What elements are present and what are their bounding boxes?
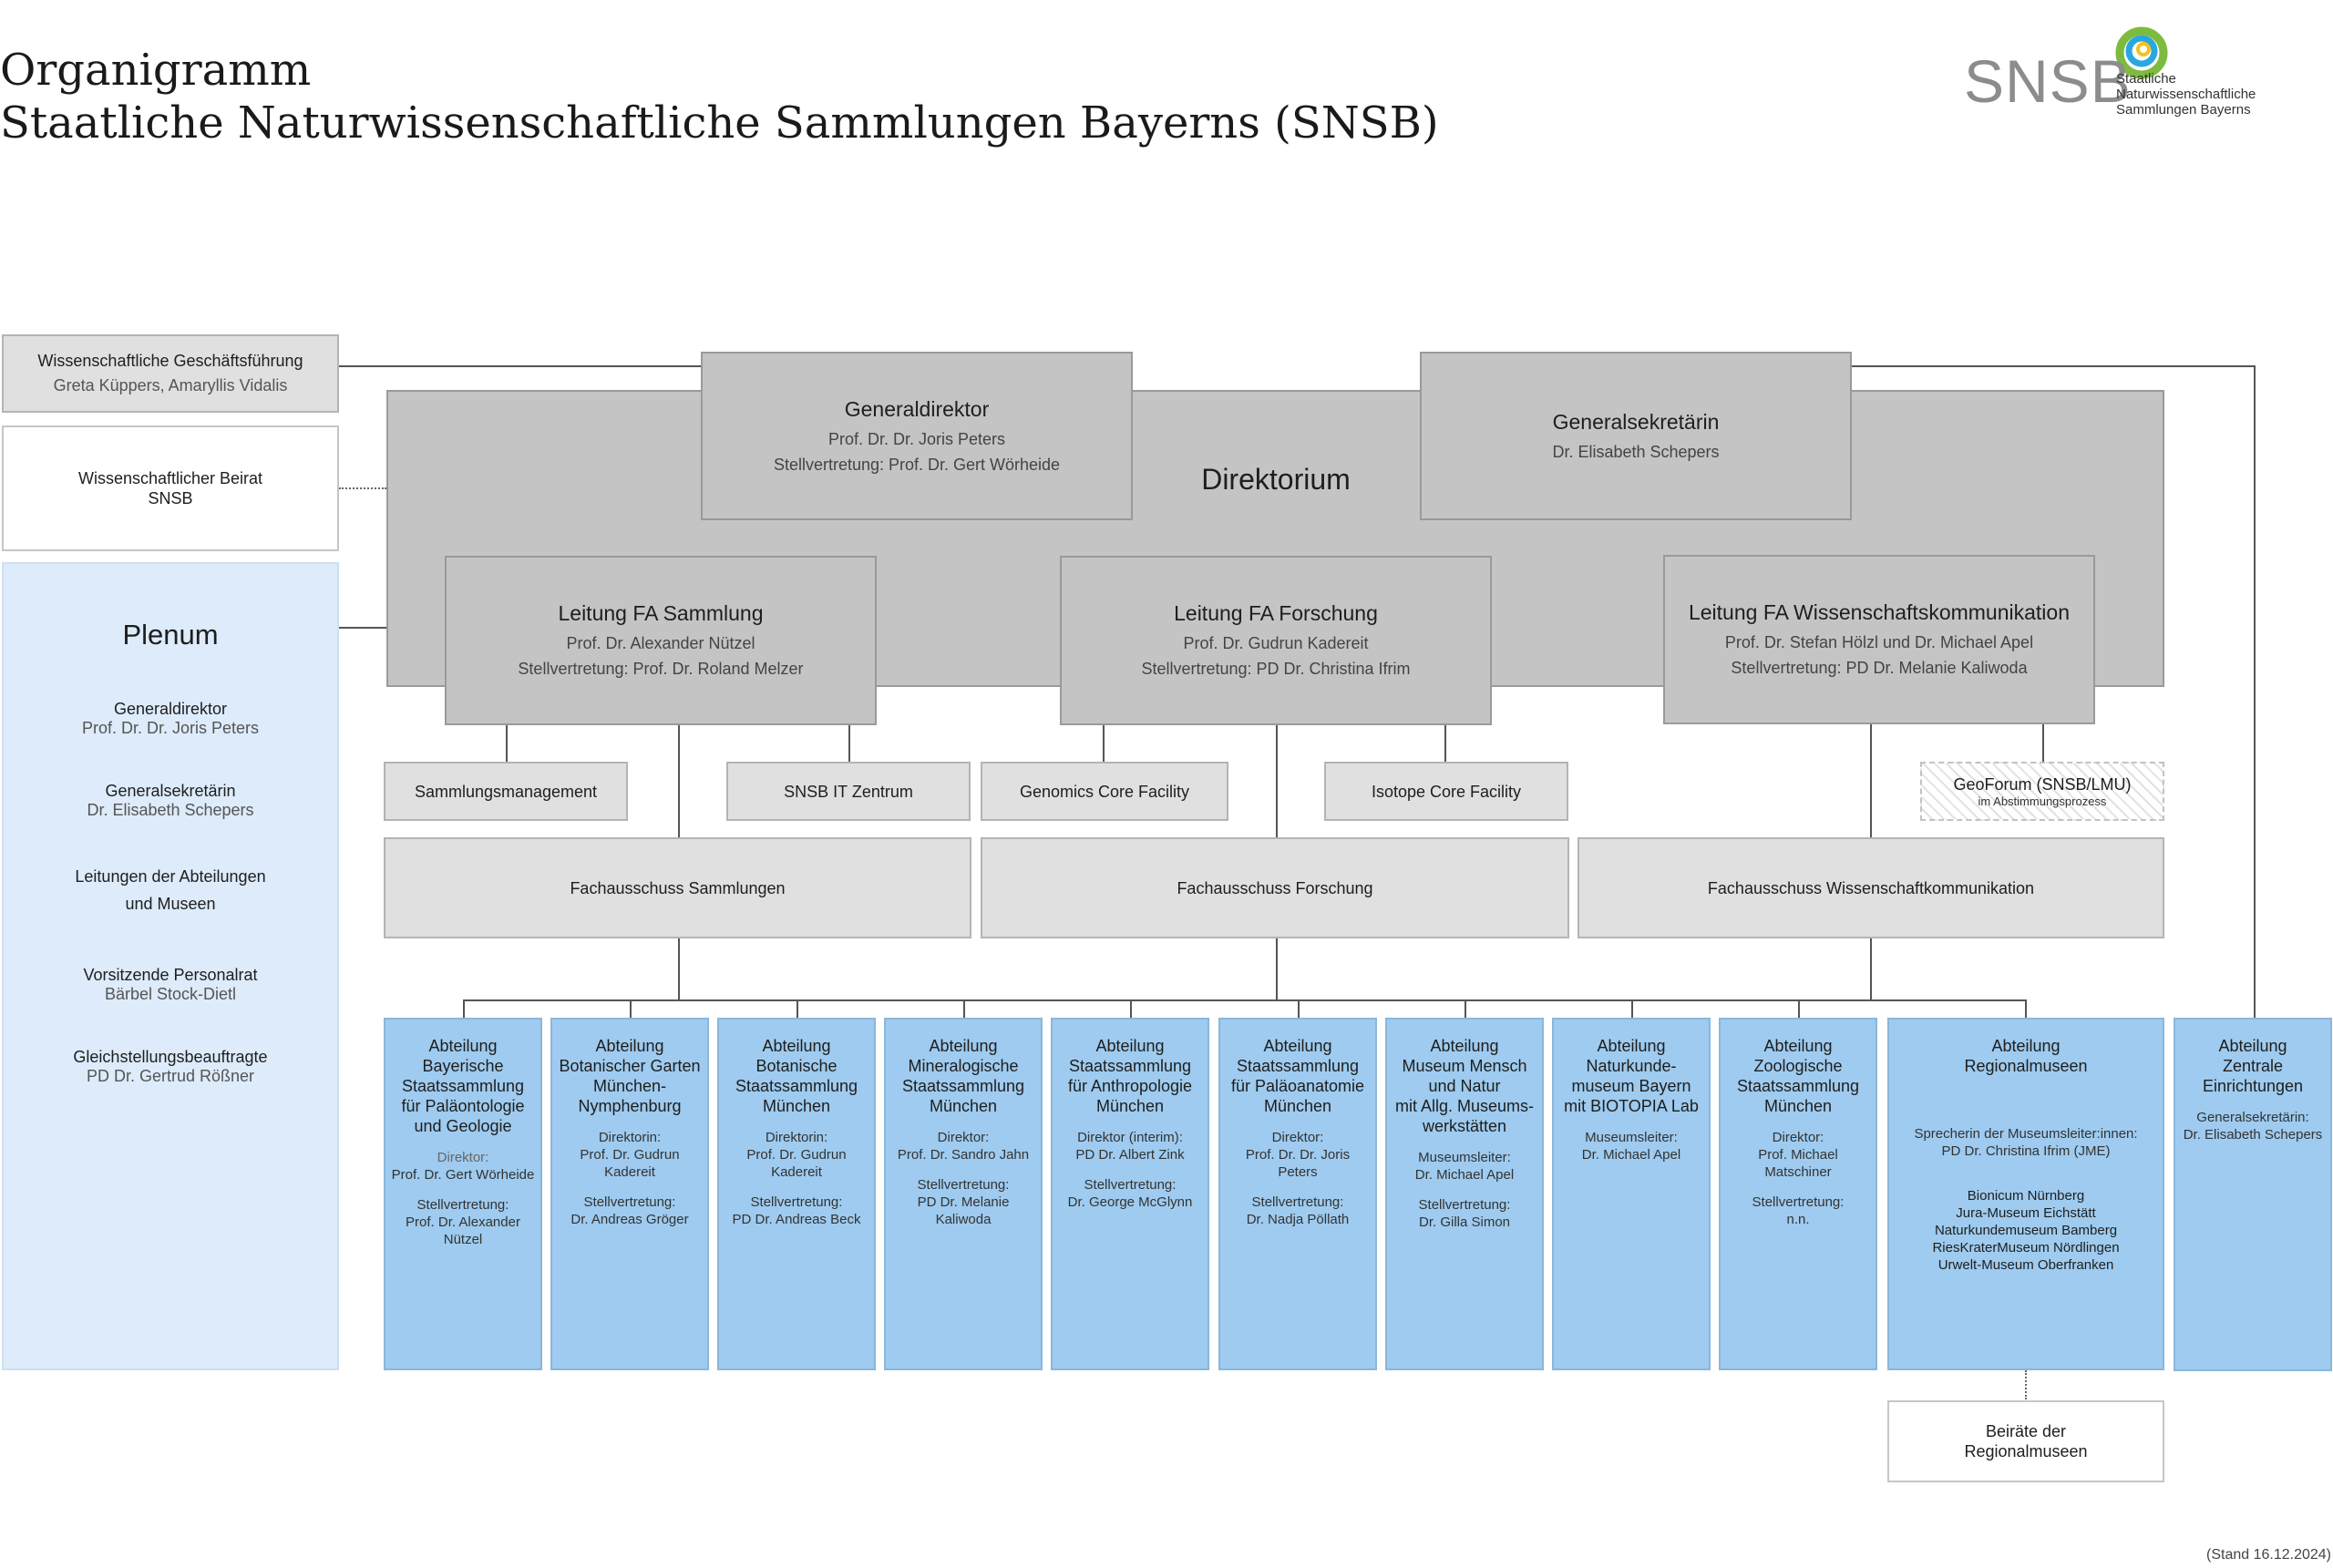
department-box bbox=[1218, 1018, 1377, 1370]
department-title-line: Abteilung bbox=[2218, 1037, 2287, 1055]
department-title-line: mit BIOTOPIA Lab bbox=[1564, 1097, 1699, 1115]
department-person: Dr. Michael Apel bbox=[1581, 1147, 1681, 1163]
connector bbox=[963, 999, 965, 1018]
department-title-line: Bayerische bbox=[422, 1057, 504, 1075]
connector bbox=[506, 724, 508, 763]
department-title-line: Botanischer Garten bbox=[559, 1057, 701, 1075]
department-role: Generalsekretärin: bbox=[2196, 1110, 2309, 1125]
connector bbox=[1631, 999, 1633, 1018]
plenum-box bbox=[2, 562, 339, 1370]
department-title-line: und Natur bbox=[1428, 1077, 1501, 1095]
department-box bbox=[1385, 1018, 1544, 1370]
fa-sammlung-name: Prof. Dr. Alexander Nützel bbox=[566, 634, 755, 652]
beiraete-box bbox=[1887, 1400, 2164, 1482]
department-title-line: Abteilung bbox=[1991, 1037, 2061, 1055]
connector bbox=[848, 724, 850, 763]
department-person: Prof. Dr. Gudrun bbox=[580, 1147, 680, 1163]
connector bbox=[1130, 999, 1132, 1018]
connector bbox=[339, 627, 386, 629]
department-title-line: Abteilung bbox=[1095, 1037, 1165, 1055]
department-person: Prof. Michael bbox=[1758, 1147, 1838, 1163]
department-deputy: Kaliwoda bbox=[935, 1212, 992, 1227]
connector bbox=[1870, 938, 1872, 1000]
department-role: Direktor: bbox=[937, 1130, 990, 1145]
logo-sub-3: Sammlungen Bayerns bbox=[2116, 102, 2251, 118]
department-box bbox=[717, 1018, 876, 1370]
geschaeftsfuehrung-title: Wissenschaftliche Geschäftsführung bbox=[37, 352, 303, 370]
geoforum-title: GeoForum (SNSB/LMU) bbox=[1953, 774, 2132, 794]
department-role: Direktor: bbox=[437, 1150, 489, 1165]
connector bbox=[1276, 938, 1278, 1000]
department-deputy: PD Dr. Melanie bbox=[917, 1194, 1010, 1210]
beiraete-line-1: Beiräte der bbox=[1985, 1422, 2067, 1440]
department-box bbox=[1719, 1018, 1877, 1370]
department-title-line: Nymphenburg bbox=[578, 1097, 682, 1115]
department-title-line: Zoologische bbox=[1753, 1057, 1843, 1075]
department-museum: RiesKraterMuseum Nördlingen bbox=[1932, 1240, 2120, 1255]
connector-dotted bbox=[2025, 1370, 2027, 1399]
sammlungsmanagement-box bbox=[384, 762, 628, 821]
department-title-line: München bbox=[762, 1097, 831, 1115]
plenum-entry-title: Vorsitzende Personalrat bbox=[83, 966, 258, 984]
connector bbox=[1276, 724, 1278, 838]
plenum-entry bbox=[87, 781, 253, 819]
fa-sammlung-title: Leitung FA Sammlung bbox=[558, 601, 764, 625]
department-museum: Bionicum Nürnberg bbox=[1967, 1188, 2085, 1204]
fa-wiko-box bbox=[1663, 555, 2095, 724]
logo-sub-1: Staatliche bbox=[2116, 71, 2176, 87]
department-role: Sprecherin der Museumsleiter:innen: bbox=[1914, 1126, 2138, 1142]
plenum-entry bbox=[82, 699, 259, 737]
connector bbox=[2042, 724, 2044, 763]
department-role: Direktorin: bbox=[765, 1130, 828, 1145]
page-title bbox=[0, 44, 1439, 149]
connector bbox=[1850, 365, 2256, 367]
department-title-line: werkstätten bbox=[1422, 1117, 1507, 1135]
connector bbox=[2025, 999, 2027, 1018]
department-title-line: Abteilung bbox=[1597, 1037, 1666, 1055]
connector-dotted bbox=[339, 487, 386, 489]
fa-sammlungen-box bbox=[384, 837, 971, 938]
connector bbox=[630, 999, 632, 1018]
department-title-line: Mineralogische bbox=[908, 1057, 1019, 1075]
connector bbox=[1103, 724, 1105, 763]
department-role: Direktor (interim): bbox=[1077, 1130, 1183, 1145]
department-title-line: Abteilung bbox=[1430, 1037, 1499, 1055]
title-line-2: Staatliche Naturwissenschaftliche Sammlungen Bayerns (SNSB) bbox=[0, 97, 1439, 149]
department-title-line: Naturkunde- bbox=[1586, 1057, 1677, 1075]
department-person: Prof. Dr. Gert Wörheide bbox=[391, 1167, 535, 1183]
department-box bbox=[550, 1018, 709, 1370]
sammlungsmanagement-label: Sammlungsmanagement bbox=[414, 782, 598, 801]
department-deputy: Nützel bbox=[443, 1232, 483, 1247]
fa-wiko-title: Leitung FA Wissenschaftskommunikation bbox=[1688, 600, 2071, 624]
department-title-line: Botanische bbox=[755, 1057, 838, 1075]
plenum-entry-name: Prof. Dr. Dr. Joris Peters bbox=[81, 719, 260, 737]
department-deputy-role: Stellvertretung: bbox=[1251, 1194, 1344, 1210]
department-box bbox=[2174, 1018, 2332, 1371]
department-person: Matschiner bbox=[1764, 1164, 1832, 1180]
fa-forschung-committee-label: Fachausschuss Forschung bbox=[1177, 878, 1373, 897]
generaldirektor-box bbox=[701, 352, 1133, 520]
department-museum: Naturkundemuseum Bamberg bbox=[1934, 1223, 2118, 1238]
department-role: Direktor: bbox=[1772, 1130, 1824, 1145]
fa-wiko-deputy: Stellvertretung: PD Dr. Melanie Kaliwoda bbox=[1731, 659, 2028, 677]
it-zentrum-box bbox=[726, 762, 971, 821]
department-title-line: Staatssammlung bbox=[1736, 1077, 1860, 1095]
plenum-entry bbox=[73, 1047, 267, 1085]
department-person: Kadereit bbox=[604, 1164, 655, 1180]
fa-wiko-committee-label: Fachausschuss Wissenschaftkommunikation bbox=[1707, 878, 2035, 897]
plenum-title: Plenum bbox=[122, 619, 219, 651]
department-title-line: Abteilung bbox=[428, 1037, 498, 1055]
fa-forschung-deputy: Stellvertretung: PD Dr. Christina Ifrim bbox=[1141, 660, 1411, 678]
plenum-entry-name: Dr. Elisabeth Schepers bbox=[87, 801, 254, 819]
department-role: Museumsleiter: bbox=[1585, 1130, 1678, 1145]
department-title-line: Zentrale bbox=[2222, 1057, 2284, 1075]
department-deputy-role: Stellvertretung: bbox=[583, 1194, 676, 1210]
genomics-box bbox=[981, 762, 1228, 821]
logo-text: SNSB bbox=[1964, 47, 2132, 115]
connector bbox=[678, 938, 680, 1000]
generaldirektor-deputy: Stellvertretung: Prof. Dr. Gert Wörheide bbox=[773, 455, 1061, 474]
department-museum: Urwelt-Museum Oberfranken bbox=[1937, 1257, 2114, 1273]
department-title-line: für Anthropologie bbox=[1067, 1077, 1193, 1095]
fa-forschung-box bbox=[1060, 556, 1492, 725]
department-deputy-role: Stellvertretung: bbox=[1418, 1197, 1511, 1213]
department-title-line: Abteilung bbox=[762, 1037, 831, 1055]
department-title-line: Staatssammlung bbox=[401, 1077, 525, 1095]
generaldirektor-name: Prof. Dr. Dr. Joris Peters bbox=[827, 429, 1006, 448]
department-box bbox=[1552, 1018, 1711, 1370]
it-zentrum-label: SNSB IT Zentrum bbox=[784, 782, 913, 801]
department-title-line: Staatssammlung bbox=[735, 1077, 858, 1095]
logo-subtitle bbox=[2116, 71, 2256, 118]
department-title-line: Abteilung bbox=[1763, 1037, 1833, 1055]
connector bbox=[797, 999, 798, 1018]
department-deputy: Prof. Dr. Alexander bbox=[406, 1214, 520, 1230]
geoforum-note: im Abstimmungsprozess bbox=[1978, 794, 2107, 808]
department-deputy: Dr. George McGlynn bbox=[1067, 1194, 1193, 1210]
geschaeftsfuehrung-box bbox=[2, 334, 339, 413]
department-title-line: München- bbox=[592, 1077, 667, 1095]
plenum-entry bbox=[83, 965, 257, 1003]
department-box bbox=[384, 1018, 542, 1370]
department-title-line: München bbox=[929, 1097, 998, 1115]
plenum-entry-title: Leitungen der Abteilungen bbox=[75, 867, 266, 886]
generalsekretaerin-name: Dr. Elisabeth Schepers bbox=[1552, 442, 1720, 461]
department-title-line: Abteilung bbox=[595, 1037, 664, 1055]
fa-wiko-name: Prof. Dr. Stefan Hölzl und Dr. Michael Apel bbox=[1724, 633, 2034, 651]
connector bbox=[1798, 999, 1800, 1018]
title-line-1: Organigramm bbox=[0, 45, 312, 96]
fa-forschung-committee-box bbox=[981, 837, 1569, 938]
department-role: Direktorin: bbox=[598, 1130, 662, 1145]
connector bbox=[463, 999, 465, 1018]
department-title-line: mit Allg. Museums- bbox=[1394, 1097, 1535, 1115]
connector bbox=[2254, 365, 2256, 1020]
department-person: Dr. Michael Apel bbox=[1414, 1167, 1515, 1183]
connector bbox=[463, 999, 2026, 1001]
department-deputy-role: Stellvertretung: bbox=[1752, 1194, 1845, 1210]
direktorium-label: Direktorium bbox=[1201, 463, 1351, 496]
department-title-line: München bbox=[1263, 1097, 1332, 1115]
department-box bbox=[1051, 1018, 1209, 1370]
connector bbox=[1444, 724, 1446, 763]
department-person: Prof. Dr. Gudrun bbox=[746, 1147, 847, 1163]
department-title-line: für Paläontologie bbox=[401, 1097, 525, 1115]
connector bbox=[339, 365, 702, 367]
department-title-line: museum Bayern bbox=[1571, 1077, 1691, 1095]
genomics-label: Genomics Core Facility bbox=[1019, 782, 1190, 801]
department-title-line: Museum Mensch bbox=[1402, 1057, 1527, 1075]
geoforum-box bbox=[1920, 762, 2164, 821]
beiraete-line-2: Regionalmuseen bbox=[1964, 1442, 2088, 1460]
department-title-line: Einrichtungen bbox=[2202, 1077, 2304, 1095]
isotope-box bbox=[1324, 762, 1568, 821]
department-deputy: n.n. bbox=[1786, 1212, 1810, 1227]
generaldirektor-title: Generaldirektor bbox=[844, 396, 990, 421]
plenum-entry-title: Gleichstellungsbeauftragte bbox=[73, 1048, 268, 1066]
fa-sammlung-box bbox=[445, 556, 877, 725]
department-title-line: Abteilung bbox=[1263, 1037, 1332, 1055]
department-person: Peters bbox=[1278, 1164, 1318, 1180]
department-deputy: Dr. Nadja Pöllath bbox=[1246, 1212, 1350, 1227]
fa-sammlung-deputy: Stellvertretung: Prof. Dr. Roland Melzer bbox=[518, 660, 804, 678]
department-deputy: Dr. Andreas Gröger bbox=[570, 1212, 689, 1227]
stand-date: (Stand 16.12.2024) bbox=[2206, 1547, 2331, 1563]
department-title-line: Staatssammlung bbox=[1068, 1057, 1192, 1075]
department-person: Prof. Dr. Sandro Jahn bbox=[897, 1147, 1030, 1163]
department-deputy-role: Stellvertretung: bbox=[750, 1194, 843, 1210]
connector bbox=[678, 724, 680, 838]
connector bbox=[1465, 999, 1466, 1018]
department-role: Museumsleiter: bbox=[1418, 1150, 1511, 1165]
plenum-entry-name: PD Dr. Gertrud Rößner bbox=[86, 1067, 255, 1085]
department-title-line: für Paläoanatomie bbox=[1230, 1077, 1365, 1095]
department-title-line: und Geologie bbox=[414, 1117, 512, 1135]
fa-forschung-title: Leitung FA Forschung bbox=[1174, 601, 1378, 625]
department-museum: Jura-Museum Eichstätt bbox=[1956, 1205, 2096, 1221]
department-deputy-role: Stellvertretung: bbox=[416, 1197, 509, 1213]
department-person: PD Dr. Christina Ifrim (JME) bbox=[1941, 1143, 2111, 1159]
department-box bbox=[884, 1018, 1043, 1370]
department-role: Direktor: bbox=[1271, 1130, 1324, 1145]
department-title-line: Staatssammlung bbox=[1236, 1057, 1360, 1075]
plenum-entry-title: Generalsekretärin bbox=[105, 782, 236, 800]
department-deputy: Dr. Gilla Simon bbox=[1418, 1214, 1511, 1230]
fa-sammlungen-label: Fachausschuss Sammlungen bbox=[570, 878, 786, 897]
fa-wiko-committee-box bbox=[1578, 837, 2164, 938]
beirat-line-2: SNSB bbox=[148, 489, 193, 507]
beirat-box bbox=[2, 425, 339, 551]
department-title-line: Regionalmuseen bbox=[1964, 1057, 2088, 1075]
department-person: Kadereit bbox=[771, 1164, 822, 1180]
department-deputy-role: Stellvertretung: bbox=[917, 1177, 1010, 1193]
department-person: Prof. Dr. Dr. Joris bbox=[1245, 1147, 1351, 1163]
connector bbox=[1870, 724, 1872, 838]
plenum-entry bbox=[75, 863, 265, 917]
department-title-line: München bbox=[1095, 1097, 1165, 1115]
geschaeftsfuehrung-names: Greta Küppers, Amaryllis Vidalis bbox=[53, 376, 288, 395]
isotope-label: Isotope Core Facility bbox=[1371, 782, 1522, 801]
logo-sub-2: Naturwissenschaftliche bbox=[2116, 87, 2256, 102]
department-box bbox=[1887, 1018, 2164, 1370]
department-title-line: Staatssammlung bbox=[901, 1077, 1025, 1095]
department-title-line: München bbox=[1763, 1097, 1833, 1115]
department-deputy-role: Stellvertretung: bbox=[1084, 1177, 1177, 1193]
generalsekretaerin-box bbox=[1420, 352, 1852, 520]
plenum-entry-name: Bärbel Stock-Dietl bbox=[104, 985, 237, 1003]
connector bbox=[1298, 999, 1300, 1018]
plenum-entry-name: und Museen bbox=[125, 895, 216, 913]
department-deputy: PD Dr. Andreas Beck bbox=[732, 1212, 861, 1227]
fa-forschung-name: Prof. Dr. Gudrun Kadereit bbox=[1183, 634, 1369, 652]
department-person: PD Dr. Albert Zink bbox=[1075, 1147, 1185, 1163]
beirat-line-1: Wissenschaftlicher Beirat bbox=[77, 469, 263, 487]
snsb-logo bbox=[1959, 16, 2260, 126]
plenum-entry-title: Generaldirektor bbox=[113, 700, 228, 718]
generalsekretaerin-title: Generalsekretärin bbox=[1552, 409, 1720, 434]
department-title-line: Abteilung bbox=[929, 1037, 998, 1055]
department-person: Dr. Elisabeth Schepers bbox=[2183, 1127, 2323, 1143]
